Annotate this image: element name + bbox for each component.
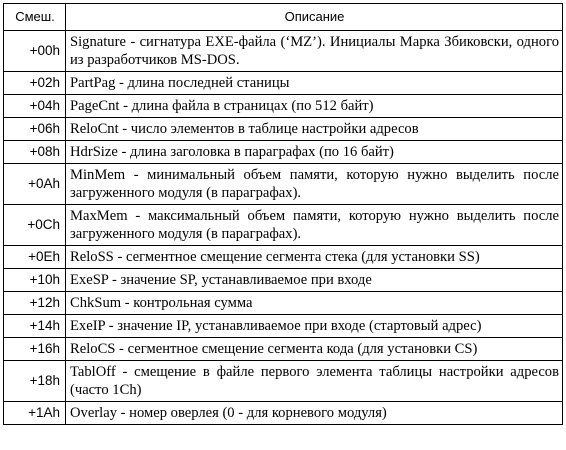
description-cell: MinMem - минимальный объем памяти, которую нужно выделить после загруженного модуля (в параграфах). [66, 164, 563, 205]
offset-cell: +16h [4, 338, 66, 361]
offset-cell: +06h [4, 118, 66, 141]
table-row [4, 361, 563, 402]
description-cell: ExeSP - значение SP, устанавливаемое при входе [66, 269, 563, 292]
description-cell: ChkSum - контрольная сумма [66, 292, 563, 315]
description-cell: ReloCnt - число элементов в таблице настройки адресов [66, 118, 563, 141]
offset-cell: +08h [4, 141, 66, 164]
table-row [4, 246, 563, 269]
table-row [4, 118, 563, 141]
description-cell: PageCnt - длина файла в страницах (по 512 байт) [66, 95, 563, 118]
exe-header-table [3, 3, 563, 425]
table-row [4, 402, 563, 425]
description-cell: TablOff - смещение в файле первого элемента таблицы настройки адресов (часто 1Ch) [66, 361, 563, 402]
offset-cell: +18h [4, 361, 66, 402]
table-row [4, 315, 563, 338]
table-row [4, 141, 563, 164]
offset-cell: +04h [4, 95, 66, 118]
table-row [4, 31, 563, 72]
offset-cell: +10h [4, 269, 66, 292]
description-cell: ExeIP - значение IP, устанавливаемое при входе (стартовый адрес) [66, 315, 563, 338]
header-row [4, 4, 563, 31]
table-row [4, 164, 563, 205]
offset-cell: +0Ah [4, 164, 66, 205]
table-row [4, 338, 563, 361]
description-cell: ReloSS - сегментное смещение сегмента стека (для установки SS) [66, 246, 563, 269]
table-row [4, 95, 563, 118]
offset-column-header: Смеш. [4, 4, 66, 31]
offset-cell: +0Eh [4, 246, 66, 269]
offset-cell: +0Ch [4, 205, 66, 246]
offset-cell: +14h [4, 315, 66, 338]
offset-cell: +1Ah [4, 402, 66, 425]
description-cell: HdrSize - длина заголовка в параграфах (по 16 байт) [66, 141, 563, 164]
description-cell: ReloCS - сегментное смещение сегмента кода (для установки CS) [66, 338, 563, 361]
description-cell: Overlay - номер оверлея (0 - для корневого модуля) [66, 402, 563, 425]
table-row [4, 72, 563, 95]
description-cell: MaxMem - максимальный объем памяти, которую нужно выделить после загруженного модуля (в параграфах). [66, 205, 563, 246]
offset-cell: +00h [4, 31, 66, 72]
description-cell: Signature - сигнатура EXE-файла (‘MZ’). Инициалы Марка Збиковски, одного из разработчиков MS-DOS. [66, 31, 563, 72]
table-row [4, 292, 563, 315]
offset-cell: +02h [4, 72, 66, 95]
table-row [4, 205, 563, 246]
description-column-header: Описание [66, 4, 563, 31]
offset-cell: +12h [4, 292, 66, 315]
table-row [4, 269, 563, 292]
description-cell: PartPag - длина последней станицы [66, 72, 563, 95]
